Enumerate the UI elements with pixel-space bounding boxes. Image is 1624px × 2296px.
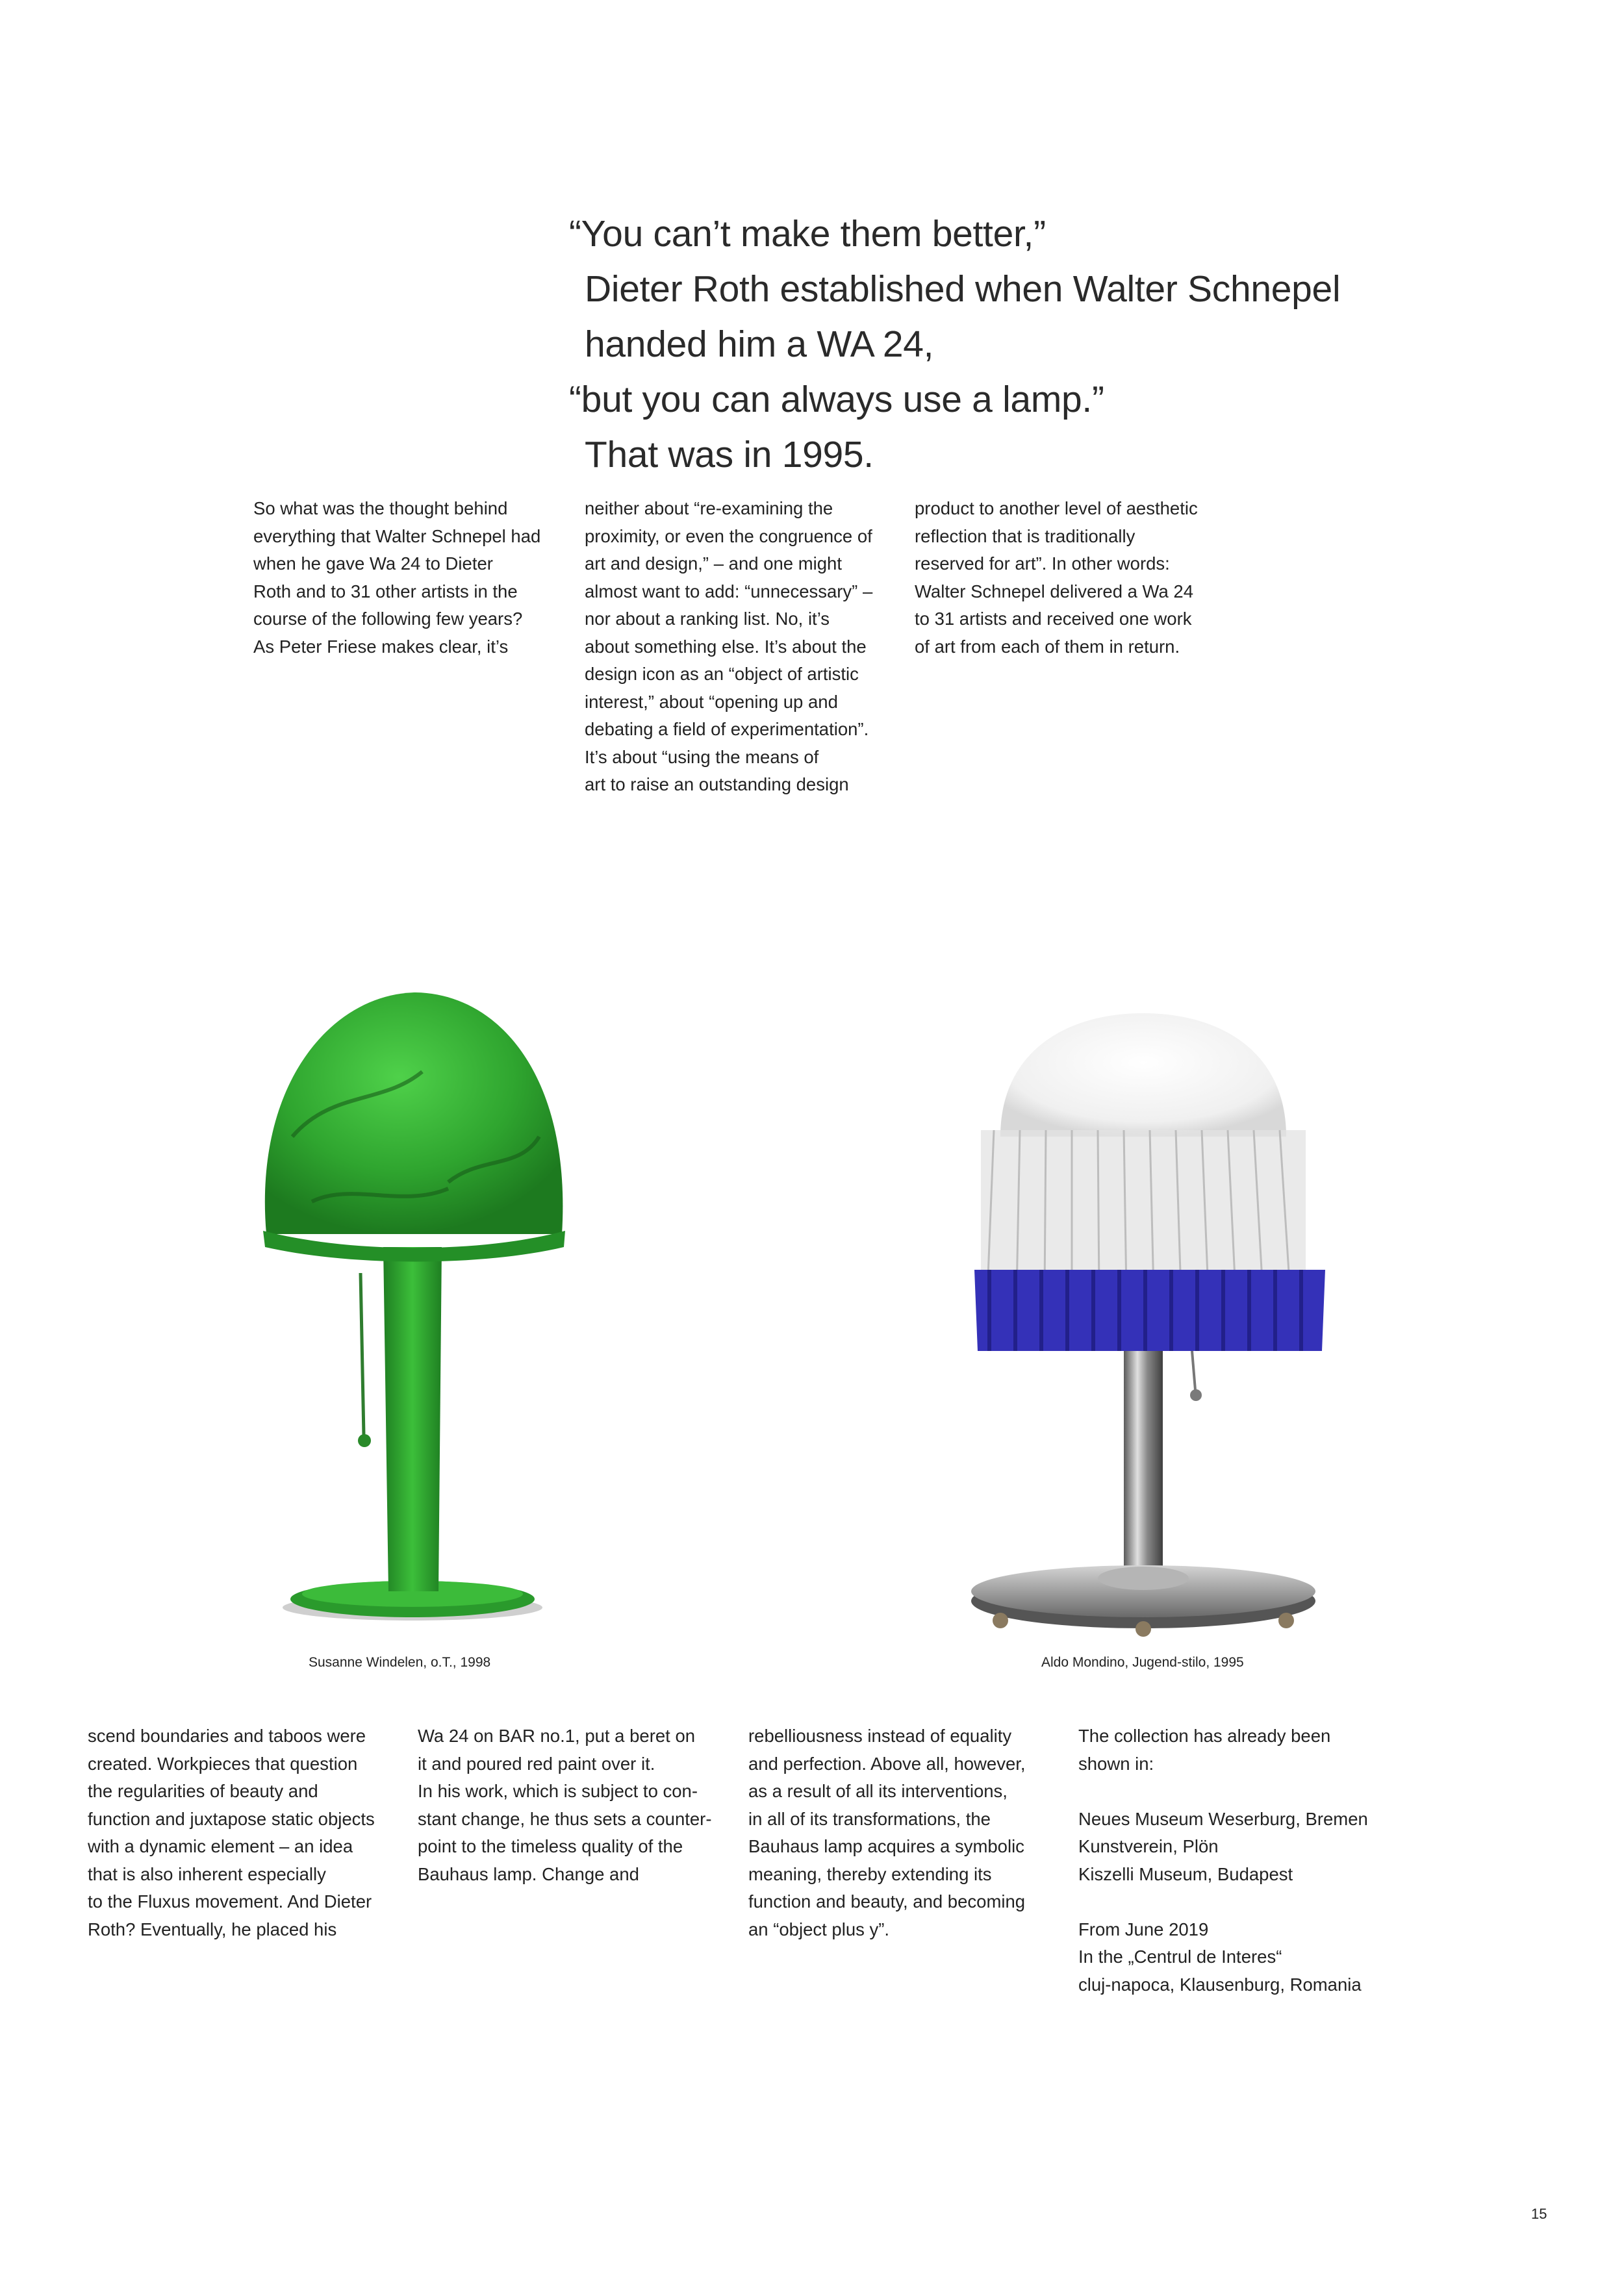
upper-column-2: neither about “re-examining the proximity, or even the congruence of art and design,” – and one might almost want to add: “unnecessary” – nor about a ranking list. No, it’s about something else. It’s about the design icon as an “object of artistic interest,” about “opening up and debating a field of experimentation”. It’s about “using the means of art to raise an outstanding design [585, 498, 873, 794]
quote-line: “You can’t make them better,” [569, 213, 1046, 255]
lower-column-4: The collection has already been shown in: Neues Museum Weserburg, Bremen Kunstverein, Plön Kiszelli Museum, Budapest From June 2019 In the „Centrul de Interes“ cluj-napoca, Klausenburg, Romania [1078, 1726, 1368, 1995]
lower-column-2: Wa 24 on BAR no.1, put a beret on it and poured red paint over it. In his work, which is subject to con- stant change, he thus sets a counter- point to the timeless quality of the Bauhaus lamp. Change and [418, 1726, 712, 1884]
quote-line: “but you can always use a lamp.” [569, 379, 1104, 420]
lower-column-1: scend boundaries and taboos were created. Workpieces that question the regularities of beauty and function and juxtapose static objects with a dynamic element – an idea that is also inherent especially to the Fluxus movement. And Dieter Roth? Eventually, he placed his [88, 1726, 375, 1939]
quote-line: handed him a WA 24, [585, 323, 934, 365]
upper-column-3: product to another level of aesthetic reflection that is traditionally reserved for art”. In other words: Walter Schnepel delivered a Wa 24 to 31 artists and received one work of art from each of them in return. [915, 498, 1198, 657]
green-lamp-image [253, 974, 578, 1637]
lower-column-3: rebelliousness instead of equality and perfection. Above all, however, as a result of all its interventions, in all of its transformations, the Bauhaus lamp acquires a symbolic meaning, thereby extending its function and beauty, and becoming an “object plus y”. [748, 1726, 1026, 1939]
pen-lamp-image [948, 1013, 1351, 1643]
quote-line: That was in 1995. [585, 434, 874, 475]
quote-line: Dieter Roth established when Walter Schnepel [585, 268, 1341, 310]
figure-caption: Aldo Mondino, Jugend-stilo, 1995 [1041, 1655, 1244, 1670]
pull-quote [569, 207, 1414, 483]
page-number: 15 [1531, 2206, 1547, 2222]
figure-caption: Susanne Windelen, o.T., 1998 [309, 1655, 491, 1670]
upper-column-1: So what was the thought behind everything that Walter Schnepel had when he gave Wa 24 to Dieter Roth and to 31 other artists in the course of the following few years? As Peter Friese makes clear, it’s [253, 498, 541, 657]
